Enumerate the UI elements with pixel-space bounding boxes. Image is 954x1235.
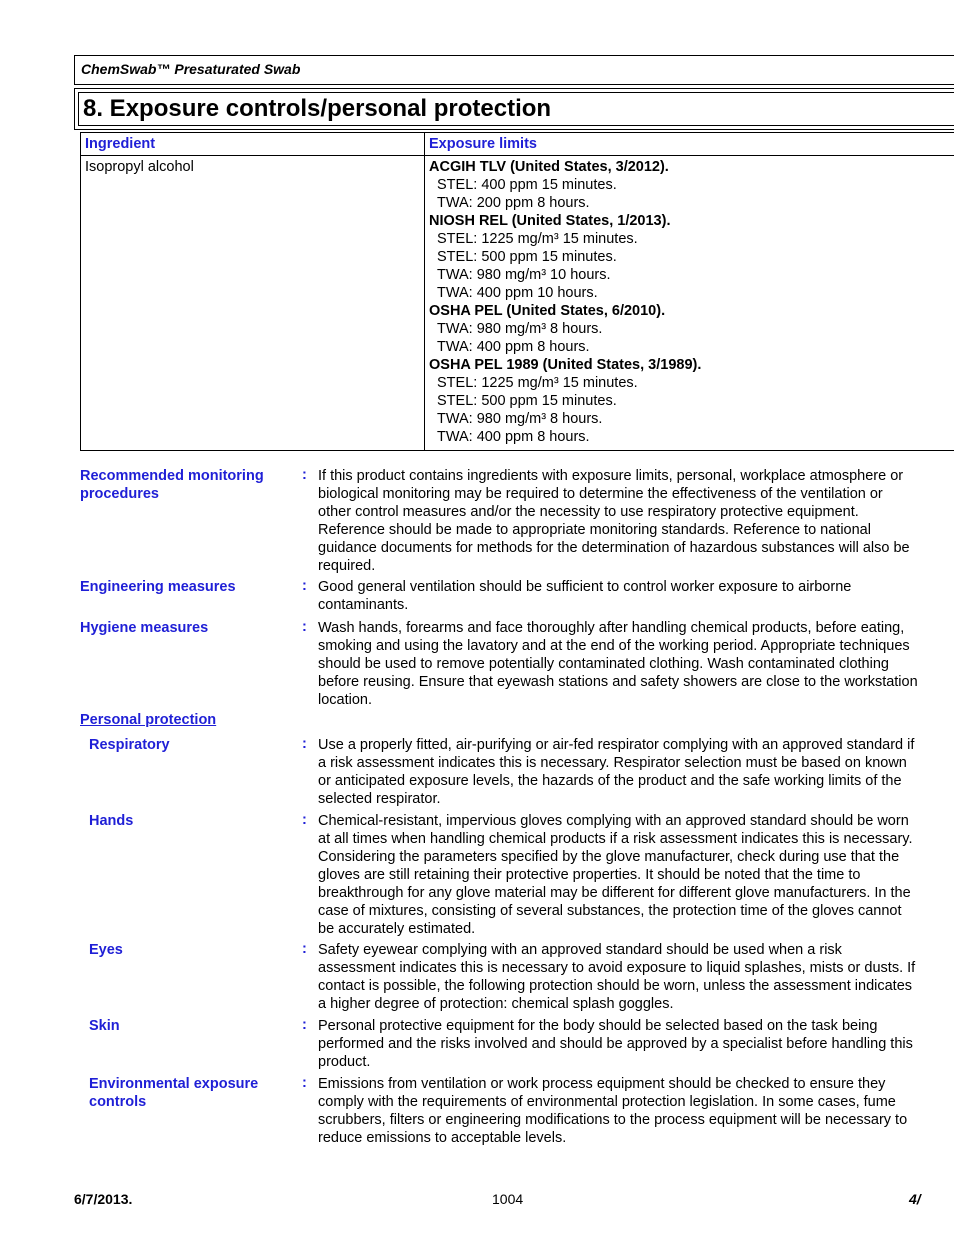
colon: : <box>302 619 307 635</box>
limit-value: TWA: 980 mg/m³ 8 hours. <box>437 321 603 337</box>
hands-text: Chemical-resistant, impervious gloves complying with an approved standard should be worn at all times when handling chemical products if a risk assessment indicates this is necessary. Considering the parameters specified by the glove manufacturer, check during use that the gloves are still retaining their protective properties. It should be noted that the time to breakthrough for any glove material may be different for different glove manufacturers. In the case of mixtures, consisting of several substances, the protection time of the gloves cannot be accurately estimated. <box>318 813 913 937</box>
eyes-label: Eyes <box>89 942 123 958</box>
limit-value: TWA: 980 mg/m³ 10 hours. <box>437 267 611 283</box>
environmental-label: Environmental exposure controls <box>89 1076 259 1110</box>
exposure-limits-header: Exposure limits <box>425 133 954 156</box>
skin-label: Skin <box>89 1018 120 1034</box>
limits-cell <box>425 156 954 451</box>
limit-value: TWA: 200 ppm 8 hours. <box>437 195 590 211</box>
footer-page-number: 4/ <box>909 1191 921 1207</box>
ingredient-header: Ingredient <box>81 133 425 156</box>
hygiene-label: Hygiene measures <box>80 620 209 636</box>
limit-heading: ACGIH TLV (United States, 3/2012). <box>429 159 669 175</box>
exposure-limits-table <box>80 132 954 451</box>
colon: : <box>302 812 307 828</box>
footer-code: 1004 <box>492 1191 524 1207</box>
limit-value: STEL: 1225 mg/m³ 15 minutes. <box>437 231 638 247</box>
limit-value: TWA: 400 ppm 8 hours. <box>437 339 590 355</box>
limit-value: STEL: 500 ppm 15 minutes. <box>437 393 617 409</box>
colon: : <box>302 1075 307 1091</box>
limit-value: STEL: 500 ppm 15 minutes. <box>437 249 617 265</box>
limit-value: TWA: 400 ppm 8 hours. <box>437 429 590 445</box>
environmental-text: Emissions from ventilation or work process equipment should be checked to ensure they comply with the requirements of environmental protection legislation. In some cases, fume scrubbers, filters or engineering modifications to the process equipment will be necessary to reduce emissions to acceptable levels. <box>318 1076 908 1146</box>
limit-heading: OSHA PEL 1989 (United States, 3/1989). <box>429 357 702 373</box>
eyes-text: Safety eyewear complying with an approved standard should be used when a risk assessment indicates this is necessary to avoid exposure to liquid splashes, mists or dusts. If contact is possible, the following protection should be worn, unless the assessment indicates a higher degree of protection: chemical splash goggles. <box>318 942 916 1012</box>
section-title: 8. Exposure controls/personal protection <box>83 95 552 122</box>
section-header <box>74 88 954 130</box>
personal-protection-heading: Personal protection <box>80 712 217 728</box>
limit-value: TWA: 400 ppm 10 hours. <box>437 285 598 301</box>
colon: : <box>302 941 307 957</box>
limit-value: TWA: 980 mg/m³ 8 hours. <box>437 411 603 427</box>
ingredient-cell: Isopropyl alcohol <box>81 156 425 451</box>
table-header-row <box>81 133 954 156</box>
engineering-label: Engineering measures <box>80 579 236 595</box>
colon: : <box>302 736 307 752</box>
colon: : <box>302 467 307 483</box>
colon: : <box>302 1017 307 1033</box>
hands-label: Hands <box>89 813 134 829</box>
limit-heading: OSHA PEL (United States, 6/2010). <box>429 303 666 319</box>
colon: : <box>302 578 307 594</box>
section-title-frame <box>78 92 954 126</box>
monitoring-text: If this product contains ingredients with exposure limits, personal, workplace atmosphere or biological monitoring may be required to determine the effectiveness of the ventilation or other control measures and/or the necessity to use respiratory protective equipment. Reference should be made to appropriate monitoring standards. Reference to national guidance documents for methods for the determination of hazardous substances will also be required. <box>318 468 910 574</box>
product-name: ChemSwab™ Presaturated Swab <box>81 61 301 77</box>
limit-value: STEL: 400 ppm 15 minutes. <box>437 177 617 193</box>
skin-text: Personal protective equipment for the body should be selected based on the task being performed and the risks involved and should be approved by a specialist before handling this product. <box>318 1018 913 1070</box>
respiratory-label: Respiratory <box>89 737 170 753</box>
engineering-text: Good general ventilation should be sufficient to control worker exposure to airborne contaminants. <box>318 579 852 613</box>
footer-date: 6/7/2013. <box>74 1191 133 1207</box>
limit-heading: NIOSH REL (United States, 1/2013). <box>429 213 671 229</box>
hygiene-text: Wash hands, forearms and face thoroughly after handling chemical products, before eating, smoking and using the lavatory and at the end of the working period. Appropriate techniques should be used to remove potentially contaminated clothing. Wash contaminated clothing before reusing. Ensure that eyewash stations and safety showers are close to the workstation location. <box>318 620 918 708</box>
document-header <box>74 55 954 85</box>
respiratory-text: Use a properly fitted, air-purifying or air-fed respirator complying with an approved standard if a risk assessment indicates this is necessary. Respirator selection must be based on known or anticipated exposure levels, the hazards of the product and the safe working limits of the selected respirator. <box>318 737 915 807</box>
monitoring-label: Recommended monitoring procedures <box>80 468 264 502</box>
limit-value: STEL: 1225 mg/m³ 15 minutes. <box>437 375 638 391</box>
table-row <box>81 156 954 451</box>
